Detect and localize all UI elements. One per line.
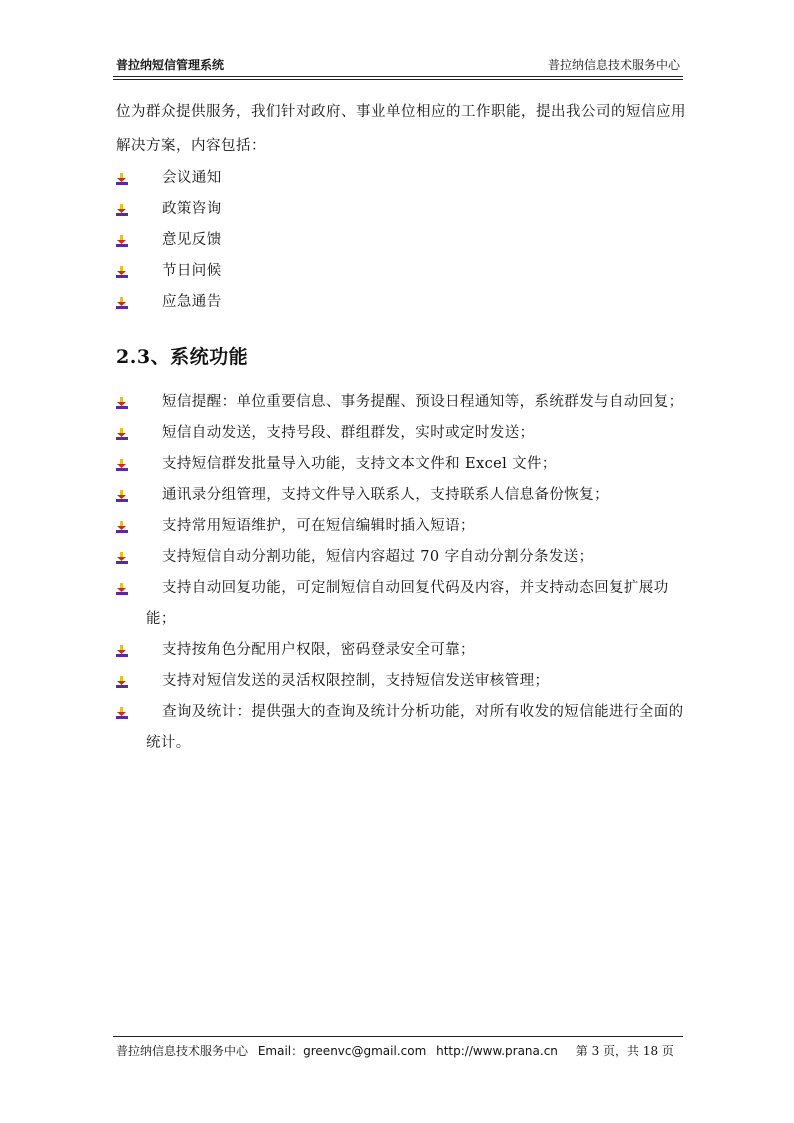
footer-email: Email：greenvc@gmail.com [257,1044,427,1058]
feature-item [116,666,690,697]
arrow-bullet-icon [116,552,128,564]
intro-paragraph: 位为群众提供服务，我们针对政府、事业单位相应的工作职能，提出我公司的短信应用解决方案，内容包括： [116,104,686,154]
list-item-text: 短信提醒：单位重要信息、事务提醒、预设日程通知等，系统群发与自动回复； [162,394,684,410]
arrow-bullet-icon [116,173,128,185]
arrow-bullet-icon [116,521,128,533]
application-item [116,225,690,256]
feature-item [116,542,690,573]
feature-item [116,697,690,759]
feature-list [116,387,690,759]
section-title: 系统功能 [170,346,249,368]
list-item-text: 支持常用短语维护，可在短信编辑时插入短语； [162,518,475,534]
feature-item [116,635,690,666]
application-item [116,163,690,194]
feature-item [116,573,690,635]
arrow-bullet-icon [116,235,128,247]
section-number: 2.3 [116,346,151,368]
feature-item [116,480,690,511]
footer [116,1042,680,1059]
page-body [116,95,690,759]
list-item-text: 查询及统计：提供强大的查询及统计分析功能，对所有收发的短信能进行全面的统计。 [146,704,684,751]
arrow-bullet-icon [116,645,128,657]
arrow-bullet-icon [116,266,128,278]
arrow-bullet-icon [116,297,128,309]
header-divider [113,76,683,80]
list-item-text: 会议通知 [162,170,222,186]
footer-divider [113,1036,683,1037]
feature-item [116,449,690,480]
application-list [116,163,690,318]
arrow-bullet-icon [116,459,128,471]
header-organization: 普拉纳信息技术服务中心 [547,58,680,72]
arrow-bullet-icon [116,676,128,688]
footer-url: http://www.prana.cn [436,1044,558,1058]
feature-item [116,511,690,542]
list-item-text: 政策咨询 [162,201,222,217]
list-item-text: 支持自动回复功能，可定制短信自动回复代码及内容，并支持动态回复扩展功能； [146,580,669,627]
application-item [116,256,690,287]
list-item-text: 节日问候 [162,263,222,279]
feature-item [116,418,690,449]
arrow-bullet-icon [116,204,128,216]
arrow-bullet-icon [116,707,128,719]
application-item [116,194,690,225]
arrow-bullet-icon [116,397,128,409]
list-item-text: 短信自动发送，支持号段、群组群发，实时或定时发送； [162,425,535,441]
list-item-text: 支持按角色分配用户权限，密码登录安全可靠； [162,642,475,658]
section-separator: 、 [150,346,171,368]
list-item-text: 应急通告 [162,294,222,310]
list-item-text: 支持短信自动分割功能，短信内容超过 70 字自动分割分条发送； [162,549,594,565]
feature-item [116,387,690,418]
list-item-text: 支持对短信发送的灵活权限控制，支持短信发送审核管理； [162,673,550,689]
arrow-bullet-icon [116,583,128,595]
footer-organization: 普拉纳信息技术服务中心 [116,1044,249,1058]
list-item-text: 通讯录分组管理，支持文件导入联系人，支持联系人信息备份恢复； [162,487,609,503]
list-item-text: 支持短信群发批量导入功能，支持文本文件和 Excel 文件； [162,456,557,472]
arrow-bullet-icon [116,490,128,502]
section-heading [116,342,690,369]
list-item-text: 意见反馈 [162,232,222,248]
header-title: 普拉纳短信管理系统 [116,58,225,72]
arrow-bullet-icon [116,428,128,440]
application-item [116,287,690,318]
page-number: 第 3 页，共 18 页 [575,1044,674,1058]
